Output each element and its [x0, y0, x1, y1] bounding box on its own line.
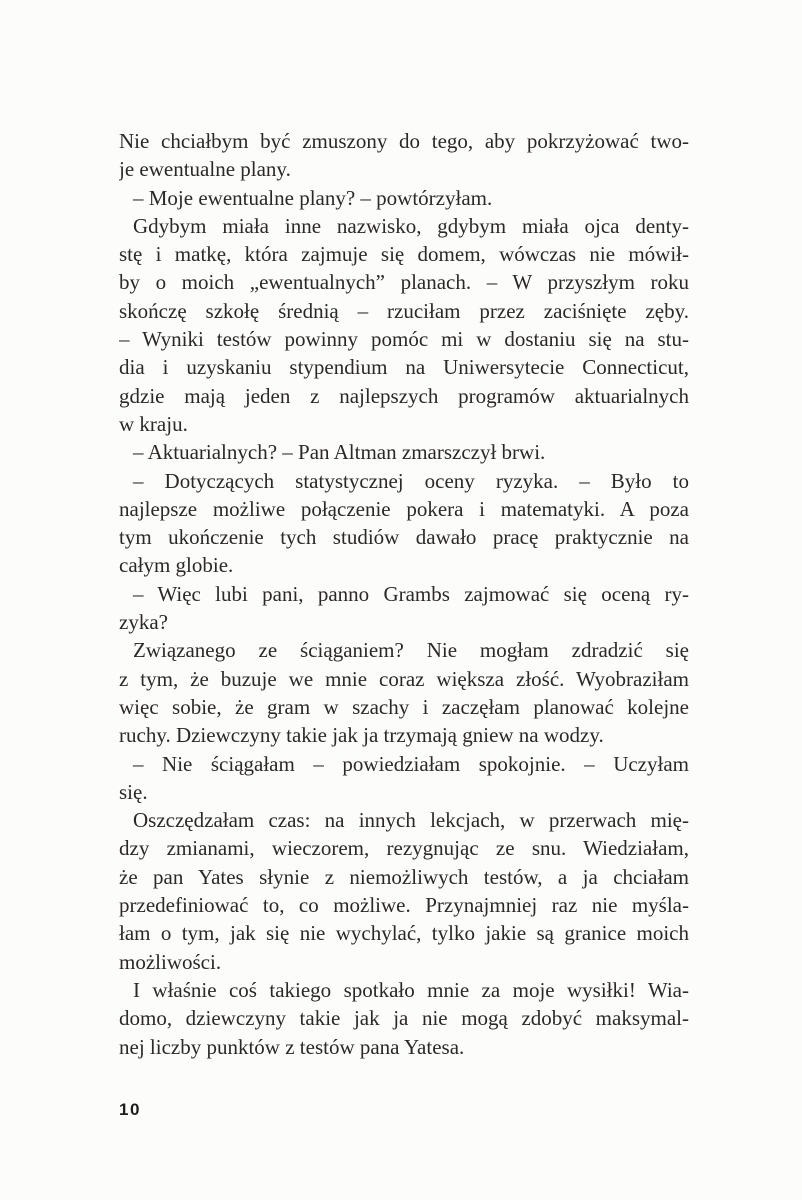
text-line: domo, dziewczyny takie jak ja nie mogą zdobyć maksymal-	[119, 1006, 689, 1031]
text-block	[119, 127, 689, 1061]
text-line: więc sobie, że gram w szachy i zaczęłam planować kolejne	[119, 694, 689, 719]
text-line: całym globie.	[119, 553, 234, 578]
text-line: by o moich „ewentualnych” planach. – W przyszłym roku	[119, 270, 689, 295]
text-line: zyka?	[119, 610, 168, 635]
text-line: możliwości.	[119, 949, 222, 974]
text-line: łam o tym, jak się nie wychylać, tylko jakie są granice moich	[119, 921, 689, 946]
text-line: dzy zmianami, wieczorem, rezygnując ze snu. Wiedziałam,	[119, 836, 689, 861]
text-line: – Więc lubi pani, panno Grambs zajmować się oceną ry-	[133, 581, 689, 606]
text-line: z tym, że buzuje we mnie coraz większa złość. Wyobraziłam	[119, 666, 689, 691]
text-line: dia i uzyskaniu stypendium na Uniwersytecie Connecticut,	[119, 355, 689, 380]
text-line: skończę szkołę średnią – rzuciłam przez zaciśnięte zęby.	[119, 298, 689, 323]
text-line: stę i matkę, która zajmuje się domem, wówczas nie mówił-	[119, 242, 689, 267]
text-line: je ewentualne plany.	[119, 157, 291, 182]
text-line: Nie chciałbym być zmuszony do tego, aby pokrzyżować two-	[119, 129, 689, 153]
text-line: – Dotyczących statystycznej oceny ryzyka. – Było to	[133, 468, 689, 493]
text-line: I właśnie coś takiego spotkało mnie za moje wysiłki! Wia-	[133, 977, 689, 1002]
text-line: nej liczby punktów z testów pana Yatesa.	[119, 1034, 465, 1059]
text-line: – Moje ewentualne plany? – powtórzyłam.	[133, 185, 493, 210]
text-line: przedefiniować to, co możliwe. Przynajmniej raz nie myśla-	[119, 893, 689, 918]
text-line: ruchy. Dziewczyny takie jak ja trzymają gniew na wodzy.	[119, 723, 604, 748]
page-number: 10	[119, 1100, 141, 1119]
text-line: że pan Yates słynie z niemożliwych testów, a ja chciałam	[119, 864, 689, 889]
text-line: – Wyniki testów powinny pomóc mi w dostaniu się na stu-	[119, 327, 689, 352]
text-line: się.	[119, 779, 148, 804]
text-line: Gdybym miała inne nazwisko, gdybym miała ojca denty-	[133, 213, 689, 238]
text-line: Związanego ze ściąganiem? Nie mogłam zdradzić się	[133, 638, 689, 663]
text-line: – Nie ściągałam – powiedziałam spokojnie. – Uczyłam	[133, 751, 689, 776]
text-line: w kraju.	[119, 411, 188, 436]
text-line: – Aktuarialnych? – Pan Altman zmarszczył brwi.	[133, 440, 546, 465]
text-line: najlepsze możliwe połączenie pokera i matematyki. A poza	[119, 496, 689, 521]
text-line: gdzie mają jeden z najlepszych programów aktuarialnych	[119, 383, 689, 408]
text-line: Oszczędzałam czas: na innych lekcjach, w przerwach mię-	[133, 808, 689, 833]
text-line: tym ukończenie tych studiów dawało pracę praktycznie na	[119, 525, 689, 550]
